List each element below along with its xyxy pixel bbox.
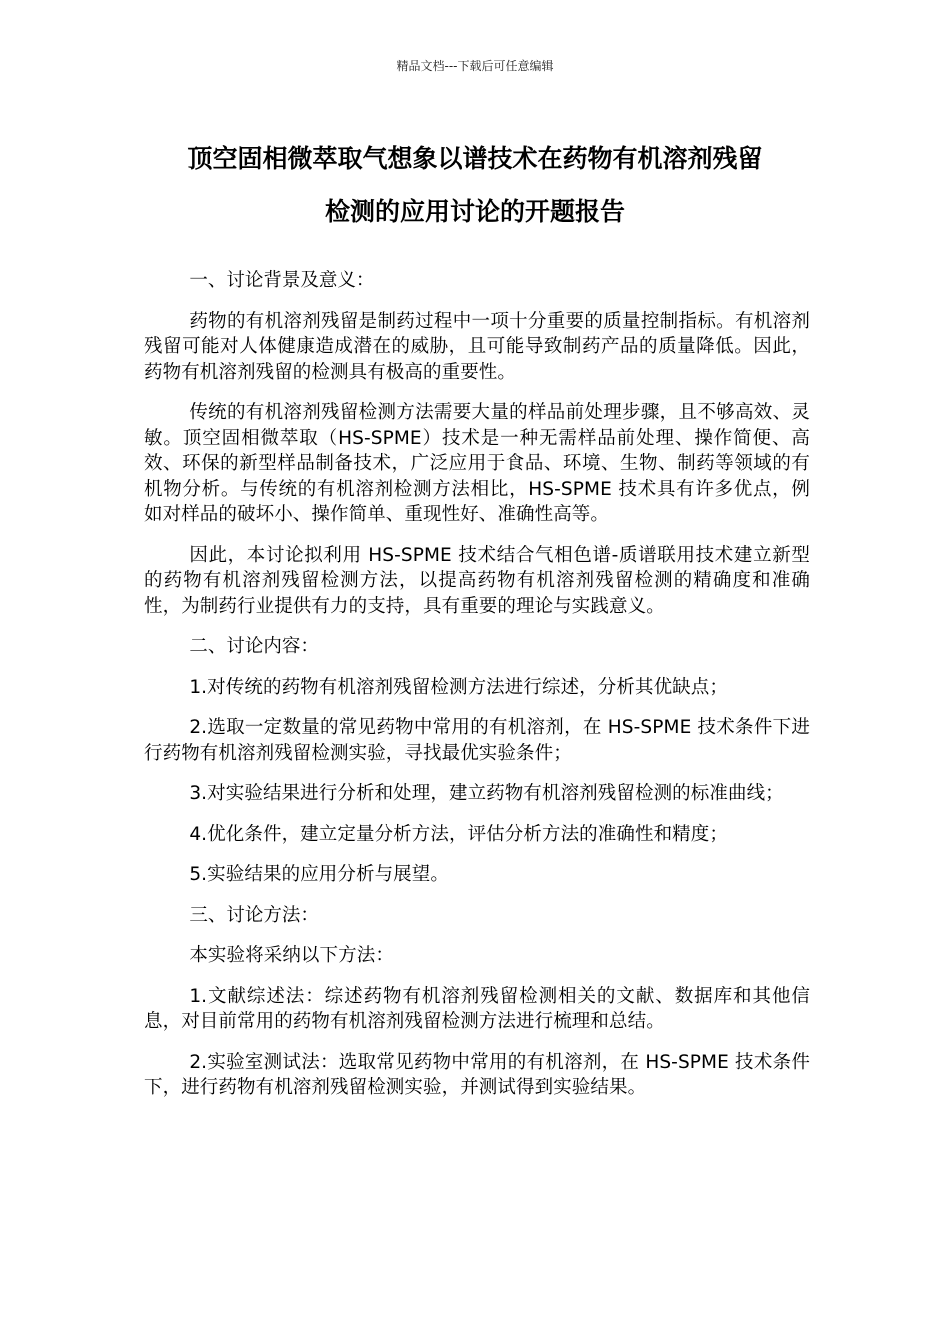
content-item: 5.实验结果的应用分析与展望。 (189, 864, 449, 885)
content-item: 4.优化条件，建立定量分析方法，评估分析方法的准确性和精度； (189, 823, 728, 845)
content-item: 2.选取一定数量的常见药物中常用的有机溶剂，在 HS-SPME 技术条件下进行药物有机溶剂残留检测实验，寻找最优实验条件； (144, 717, 810, 764)
title-line-1: 顶空固相微萃取气想象以谱技术在药物有机溶剂残留 (187, 144, 763, 173)
section-heading-methods: 三、讨论方法： (189, 904, 319, 926)
document-body (144, 268, 810, 1116)
methods-item: 2.实验室测试法：选取常见药物中常用的有机溶剂，在 HS-SPME 技术条件下，进行药物有机溶剂残留检测实验，并测试得到实验结果。 (144, 1051, 810, 1098)
section-heading-background: 一、讨论背景及意义： (189, 270, 375, 291)
section-heading-content: 二、讨论内容： (189, 636, 319, 657)
methods-intro: 本实验将采纳以下方法： (189, 945, 394, 966)
content-item: 3.对实验结果进行分析和处理，建立药物有机溶剂残留检测的标准曲线； (189, 783, 784, 804)
background-paragraph: 药物的有机溶剂残留是制药过程中一项十分重要的质量控制指标。有机溶剂残留可能对人体健康造成潜在的威胁，且可能导致制药产品的质量降低。因此，药物有机溶剂残留的检测具有极高的重要性。 (144, 310, 810, 383)
background-paragraph: 因此，本讨论拟利用 HS-SPME 技术结合气相色谱-质谱联用技术建立新型的药物有机溶剂残留检测方法，以提高药物有机溶剂残留检测的精确度和准确性，为制药行业提供有力的支持，具有重要的理论与实践意义。 (144, 544, 810, 617)
page-header: 精品文档---下载后可任意编辑 (396, 59, 554, 73)
document-title (140, 132, 810, 238)
methods-item: 1.文献综述法：综述药物有机溶剂残留检测相关的文献、数据库和其他信息，对目前常用的药物有机溶剂残留检测方法进行梳理和总结。 (144, 985, 810, 1032)
content-item: 1.对传统的药物有机溶剂残留检测方法进行综述，分析其优缺点； (189, 676, 728, 698)
title-line-2: 检测的应用讨论的开题报告 (324, 197, 625, 226)
background-paragraph: 传统的有机溶剂残留检测方法需要大量的样品前处理步骤，且不够高效、灵敏。顶空固相微萃取（HS-SPME）技术是一种无需样品前处理、操作简便、高效、环保的新型样品制备技术，广泛应用于食品、环境、生物、制药等领域的有机物分析。与传统的有机溶剂检测方法相比，HS-SPME 技术具有许多优点，例如对样品的破坏小、操作简单、重现性好、准确性高等。 (144, 402, 810, 525)
